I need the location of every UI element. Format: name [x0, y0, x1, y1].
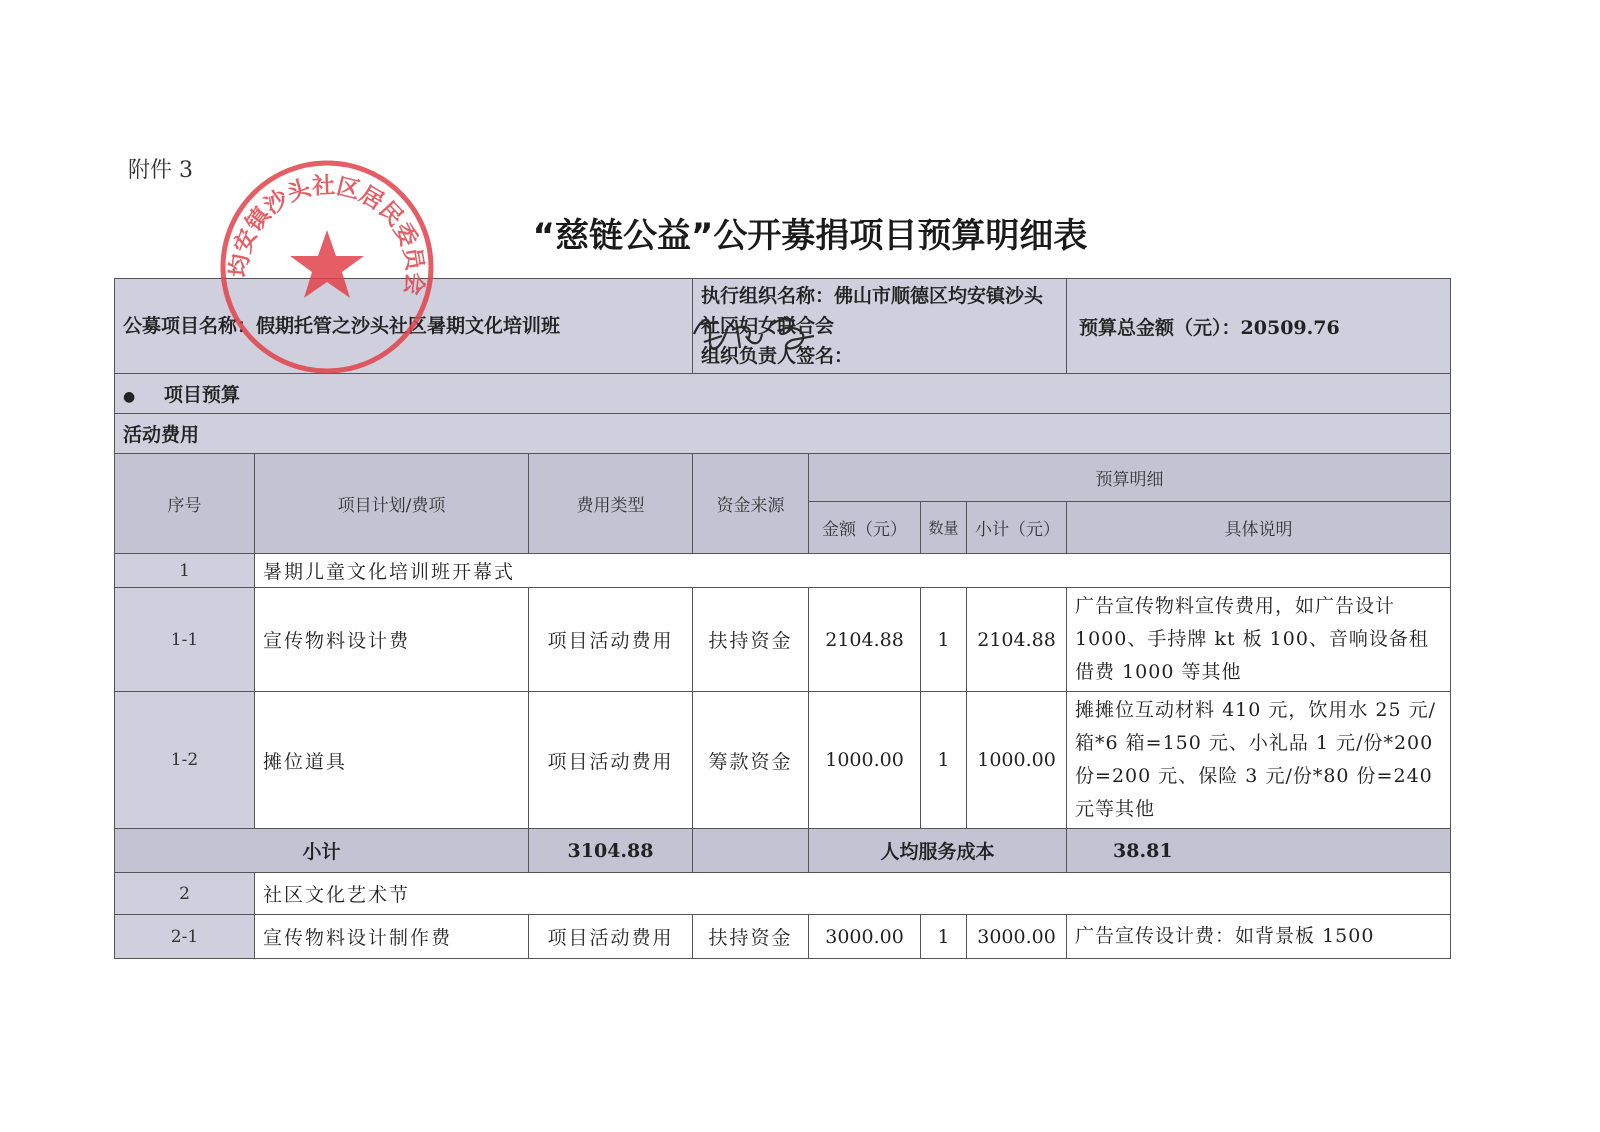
- table-row: [115, 915, 1451, 959]
- exec-org: 执行组织名称：佛山市顺德区均安镇沙头社区妇女联合会: [701, 285, 1044, 337]
- item-name: 摊位道具: [255, 692, 529, 829]
- item-amount: 3000.00: [809, 915, 921, 959]
- col-plan: 项目计划/费项: [255, 454, 529, 554]
- total-budget: 预算总金额（元）：20509.76: [1067, 279, 1451, 374]
- table-row: [115, 692, 1451, 829]
- table-row: [115, 588, 1451, 692]
- item-source: 扶持资金: [693, 915, 809, 959]
- item-name: 宣传物料设计制作费: [255, 915, 529, 959]
- handwritten-signature: [688, 306, 820, 356]
- attachment-label: 附件 3: [128, 158, 193, 183]
- item-source: 扶持资金: [693, 588, 809, 692]
- col-qty: 数量: [921, 502, 967, 554]
- per-capita-value: 38.81: [1067, 829, 1451, 873]
- group-name: 暑期儿童文化培训班开幕式: [255, 554, 1451, 588]
- subtotal-label: 小计: [115, 829, 529, 873]
- group-no: 2: [115, 873, 255, 915]
- item-name: 宣传物料设计费: [255, 588, 529, 692]
- bullet: ●: [123, 389, 136, 405]
- per-capita-label: 人均服务成本: [809, 829, 1067, 873]
- item-subtotal: 3000.00: [967, 915, 1067, 959]
- item-no: 1-2: [115, 692, 255, 829]
- subtotal-empty: [693, 829, 809, 873]
- group-name: 社区文化艺术节: [255, 873, 1451, 915]
- budget-heading: 项目预算: [163, 384, 240, 406]
- item-type: 项目活动费用: [529, 692, 693, 829]
- project-name: 公募项目名称：假期托管之沙头社区暑期文化培训班: [123, 315, 561, 337]
- item-amount: 2104.88: [809, 588, 921, 692]
- item-desc: 广告宣传设计费：如背景板 1500: [1067, 915, 1451, 959]
- group-row: [115, 873, 1451, 915]
- seal-text: 均安镇沙头社区居民委员会: [225, 172, 429, 297]
- activity-cost-row: [115, 414, 1451, 454]
- item-no: 1-1: [115, 588, 255, 692]
- page-title: “慈链公益”公开募捐项目预算明细表: [532, 216, 1088, 256]
- seal-star-icon: [290, 230, 364, 298]
- item-amount: 1000.00: [809, 692, 921, 829]
- item-qty: 1: [921, 588, 967, 692]
- item-type: 项目活动费用: [529, 588, 693, 692]
- group-no: 1: [115, 554, 255, 588]
- col-detail: 预算明细: [809, 454, 1451, 502]
- item-desc: 摊摊位互动材料 410 元，饮用水 25 元/箱*6 箱=150 元、小礼品 1 元/份*200 份=200 元、保险 3 元/份*80 份=240 元等其他: [1067, 692, 1451, 829]
- col-desc: 具体说明: [1067, 502, 1451, 554]
- item-subtotal: 2104.88: [967, 588, 1067, 692]
- col-source: 资金来源: [693, 454, 809, 554]
- item-source: 筹款资金: [693, 692, 809, 829]
- budget-heading-row: [115, 374, 1451, 414]
- subtotal-row: [115, 829, 1451, 873]
- item-no: 2-1: [115, 915, 255, 959]
- budget-table: [114, 278, 1451, 959]
- col-type: 费用类型: [529, 454, 693, 554]
- column-header-row: [115, 454, 1451, 502]
- item-qty: 1: [921, 692, 967, 829]
- col-amount: 金额（元）: [809, 502, 921, 554]
- item-desc: 广告宣传物料宣传费用，如广告设计 1000、手持牌 kt 板 100、音响设备租借费 1000 等其他: [1067, 588, 1451, 692]
- official-seal-stamp: [218, 158, 436, 376]
- subtotal-value: 3104.88: [529, 829, 693, 873]
- col-no: 序号: [115, 454, 255, 554]
- budget-heading-cell: [115, 374, 1451, 414]
- item-type: 项目活动费用: [529, 915, 693, 959]
- signer-label: 组织负责人签名：: [701, 345, 854, 367]
- group-row: [115, 554, 1451, 588]
- item-qty: 1: [921, 915, 967, 959]
- col-subtotal: 小计（元）: [967, 502, 1067, 554]
- item-subtotal: 1000.00: [967, 692, 1067, 829]
- activity-cost: 活动费用: [115, 414, 1451, 454]
